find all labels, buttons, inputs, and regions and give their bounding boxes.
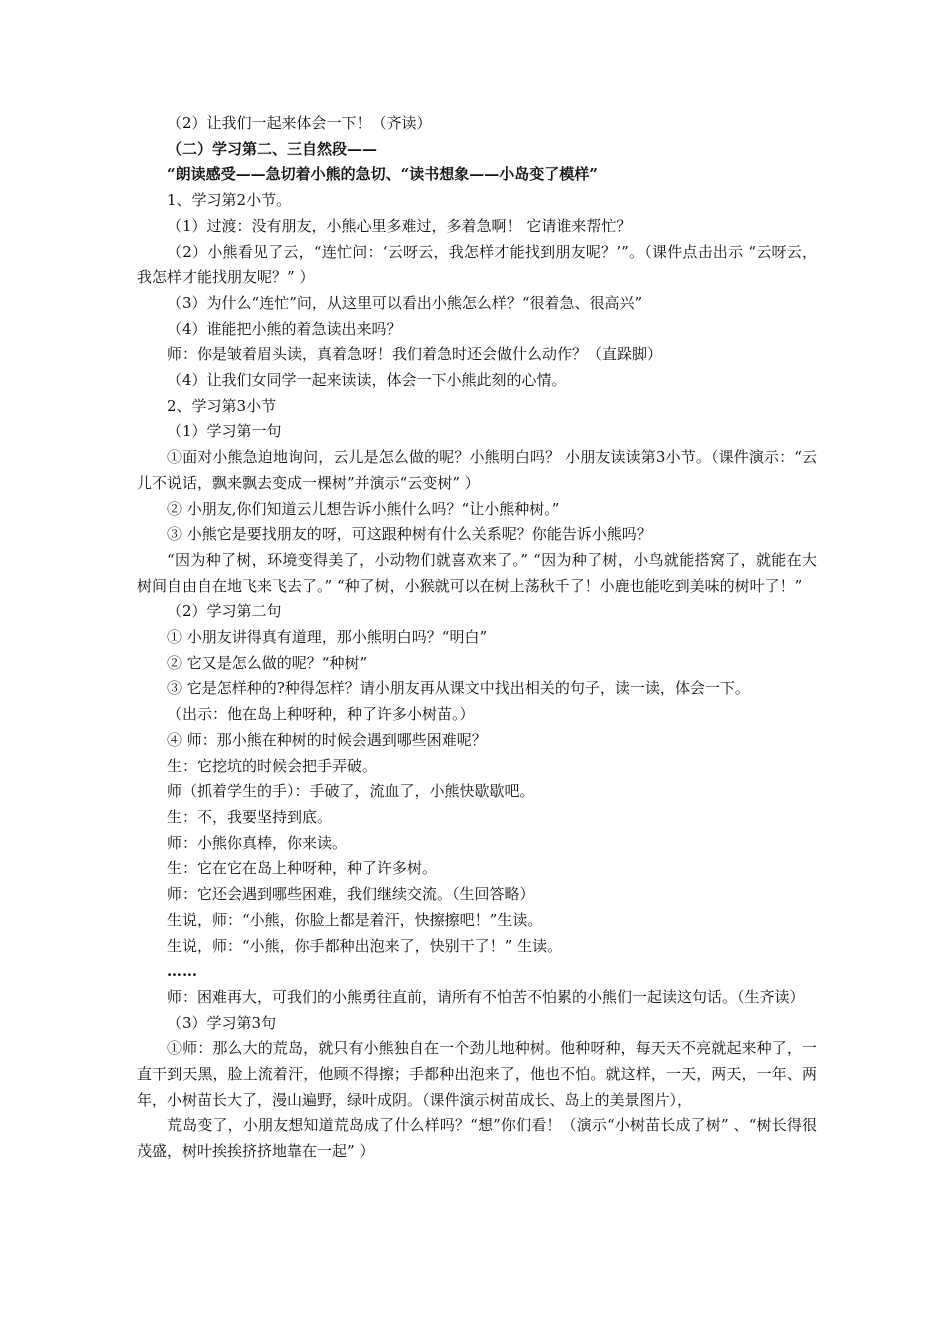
paragraph: ① 小朋友讲得真有道理，那小熊明白吗？“明白”	[167, 628, 488, 647]
paragraph: （2）学习第二句	[167, 602, 282, 621]
paragraph: ③ 小熊它是要找朋友的呀，可这跟种树有什么关系呢？你能告诉小熊吗？	[167, 525, 652, 544]
paragraph: （1）过渡：没有朋友，小熊心里多难过，多着急啊！ 它请谁来帮忙？	[167, 216, 632, 235]
paragraph: 生说，师：“小熊，你脸上都是着汗，快擦擦吧！”生读。	[167, 910, 543, 929]
paragraph: 师：小熊你真棒，你来读。	[167, 833, 348, 852]
paragraph: （出示：他在岛上种呀种，种了许多小树苗。）	[167, 705, 475, 724]
paragraph: （2）小熊看见了云，“连忙问：‘云呀云，我怎样才能找到朋友呢？’”。（课件点击出示 “云呀云，我怎样才能找朋友呢？” ）	[137, 242, 817, 287]
paragraph: 师：你是皱着眉头读，真着急呀！我们着急时还会做什么动作？（直跺脚）	[167, 345, 663, 364]
paragraph: ①师：那么大的荒岛，就只有小熊独自在一个劲儿地种树。他种呀种，每天天不亮就起来种了，一直干到天黑，脸上流着汗，他顾不得擦；手都种出泡来了，他也不怕。就这样，一天，两天，一年、两年，小树苗长大了，漫山遍野，绿叶成阴。（课件演示树苗成长、岛上的美景图片），	[137, 1039, 817, 1109]
document-body	[137, 111, 817, 1165]
paragraph: （1）学习第一句	[167, 422, 282, 441]
paragraph: （4）谁能把小熊的着急读出来吗？	[167, 319, 402, 338]
paragraph: ② 它又是怎么做的呢？“种树”	[167, 653, 368, 672]
paragraph: 师：困难再大，可我们的小熊勇往直前，请所有不怕苦不怕累的小熊们一起读这句话。（生齐读）	[167, 987, 805, 1006]
paragraph: 1、学习第2小节。	[167, 191, 292, 210]
paragraph: ①面对小熊急迫地询问，云儿是怎么做的呢？小熊明白吗？ 小朋友读读第3小节。（课件演示：“云儿不说话，飘来飘去变成一棵树”并演示“云变树” ）	[137, 448, 817, 492]
paragraph: （2）让我们一起来体会一下！（齐读）	[167, 114, 432, 132]
paragraph: （二）学习第二、三自然段——	[167, 139, 378, 158]
paragraph: “因为种了树，环境变得美了，小动物们就喜欢来了。” “因为种了树，小鸟就能搭窝了，就能在大树间自由自在地飞来飞去了。” “种了树，小猴就可以在树上荡秋千了！小鹿也能吃到美味的树叶了！”	[137, 550, 817, 595]
paragraph: （3）为什么“连忙”问，从这里可以看出小熊怎么样？“很着急、很高兴”	[167, 293, 643, 312]
paragraph: ② 小朋友,你们知道云儿想告诉小熊什么吗？“让小熊种树。”	[167, 499, 560, 518]
paragraph: 师（抓着学生的手）：手破了，流血了，小熊快歇歇吧。	[167, 782, 535, 801]
paragraph: 师：它还会遇到哪些困难，我们继续交流。（生回答略）	[167, 885, 535, 904]
paragraph: 生：它在它在岛上种呀种，种了许多树。	[167, 859, 438, 878]
paragraph: （3）学习第3句	[167, 1013, 277, 1032]
paragraph: 2、学习第3小节	[167, 396, 277, 415]
paragraph: “朗读感受——急切着小熊的急切、“读书想象——小岛变了模样”	[167, 165, 598, 184]
paragraph: ④ 师：那小熊在种树的时候会遇到哪些困难呢？	[167, 730, 487, 749]
paragraph: 生：它挖坑的时候会把手弄破。	[167, 756, 378, 775]
paragraph: ……	[167, 962, 197, 981]
paragraph: 生说，师：“小熊，你手都种出泡来了，快别干了！” 生读。	[167, 936, 563, 955]
paragraph: ③ 它是怎样种的?种得怎样？请小朋友再从课文中找出相关的句子，读一读，体会一下。	[167, 679, 750, 698]
paragraph: 荒岛变了，小朋友想知道荒岛成了什么样吗？“想”你们看！（演示“小树苗长成了树” 、“树长得很茂盛，树叶挨挨挤挤地靠在一起” ）	[137, 1116, 817, 1161]
paragraph: （4）让我们女同学一起来读读，体会一下小熊此刻的心情。	[167, 371, 567, 390]
paragraph: 生：不，我要坚持到底。	[167, 807, 333, 826]
